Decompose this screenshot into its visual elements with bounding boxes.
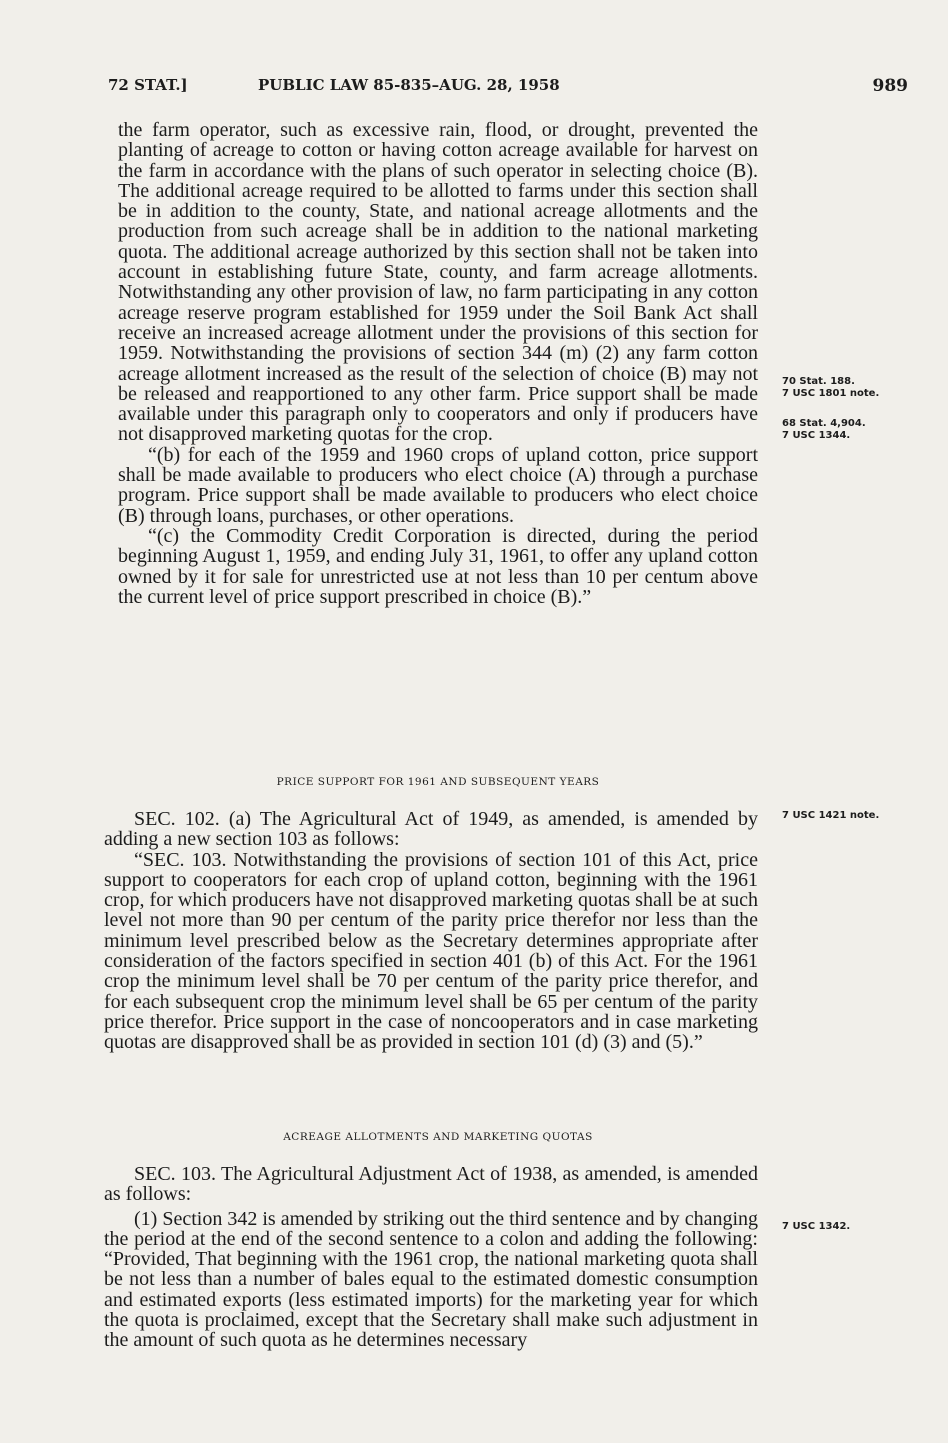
margin-note-line: 7 USC 1801 note. (782, 388, 880, 399)
header-title: PUBLIC LAW 85-835–AUG. 28, 1958 (258, 76, 560, 94)
paragraph-c: “(c) the Commodity Credit Corporation is directed, during the period beginning August 1, 1959, and ending July 31, 1961, to offer any upland cotton owned by it for sale for unrestricted use at not less than 10 per centum above the current level of price support prescribed in choice (B).” (118, 524, 758, 608)
section-101-continuation (118, 120, 758, 607)
section-103-intro: SEC. 103. The Agricultural Adjustment Act of 1938, as amended, is amended as follows: (104, 1163, 758, 1206)
margin-note-line: 7 USC 1344. (782, 430, 851, 441)
margin-note-section-344 (782, 418, 922, 442)
margin-note-line: 70 Stat. 188. (782, 376, 855, 387)
section-103-quote: “SEC. 103. Notwithstanding the provisions of section 101 of this Act, price support to cooperators for each crop of upland cotton, beginning with the 1961 crop, for which producers have not disapproved marketing quotas shall be at such level not more than 90 per centum of the parity price therefor nor less than the minimum level prescribed below as the Secretary determines appropriate after consideration of the factors specified in section 401 (b) of this Act. For the 1961 crop the minimum level shall be 70 per centum of the parity price therefor, and for each subsequent crop the minimum level shall be 65 per centum of the parity price therefor. Price support in the case of noncooperators and in case marketing quotas are disapproved shall be as provided in section 101 (d) (3) and (5).” (104, 848, 758, 1054)
running-header (108, 76, 908, 102)
margin-note-1421: 7 USC 1421 note. (782, 810, 880, 821)
section-102 (104, 809, 758, 1053)
section-342-amendment: (1) Section 342 is amended by striking out the third sentence and by changing the period at the end of the second sentence to a colon and adding the following: “Provided, That beginning with the 1961 crop, the national marketing quota shall be not less than a number of bales equal to the estimated domestic consumption and estimated exports (less estimated imports) for the marketing year for which the quota is proclaimed, except that the Secretary shall make such adjustment in the amount of such quota as he determines necessary (104, 1207, 758, 1352)
section-heading-acreage: ACREAGE ALLOTMENTS AND MARKETING QUOTAS (283, 1131, 593, 1143)
margin-note-1342: 7 USC 1342. (782, 1221, 851, 1232)
margin-note-line: 68 Stat. 4,904. (782, 418, 866, 429)
page-number: 989 (872, 76, 908, 96)
section-heading-price-support: PRICE SUPPORT FOR 1961 AND SUBSEQUENT YEARS (276, 776, 600, 788)
section-102-intro: SEC. 102. (a) The Agricultural Act of 1949, as amended, is amended by adding a new section 103 as follows: (104, 808, 758, 851)
paragraph-continued: the farm operator, such as excessive rain, flood, or drought, prevented the planting of acreage to cotton or having cotton acreage available for harvest on the farm in accordance with the plans of such operator in selecting choice (B). The additional acreage required to be allotted to farms under this section shall be in addition to the county, State, and national acreage allotments and the production from such acreage shall be in addition to the national marketing quota. The additional acreage authorized by this section shall not be taken into account in establishing future State, county, and farm acreage allotments. Notwithstanding any other provision of law, no farm participating in any cotton acreage reserve program established for 1959 under the Soil Bank Act shall receive an increased acreage allotment under the provisions of this section for 1959. Notwithstanding the provisions of section 344 (m) (2) any farm cotton acreage allotment increased as the result of the selection of choice (B) may not be released and reapportioned to any other farm. Price support shall be made available under this paragraph only to cooperators and only if producers have not disapproved marketing quotas for the crop. (118, 119, 758, 446)
section-103 (104, 1164, 758, 1351)
margin-note-soil-bank (782, 376, 922, 400)
paragraph-b: “(b) for each of the 1959 and 1960 crops of upland cotton, price support shall be made available to producers who elect choice (A) through a purchase program. Price support shall be made available to producers who elect choice (B) through loans, purchases, or other operations. (118, 443, 758, 527)
header-statute-volume: 72 STAT.] (108, 76, 188, 94)
